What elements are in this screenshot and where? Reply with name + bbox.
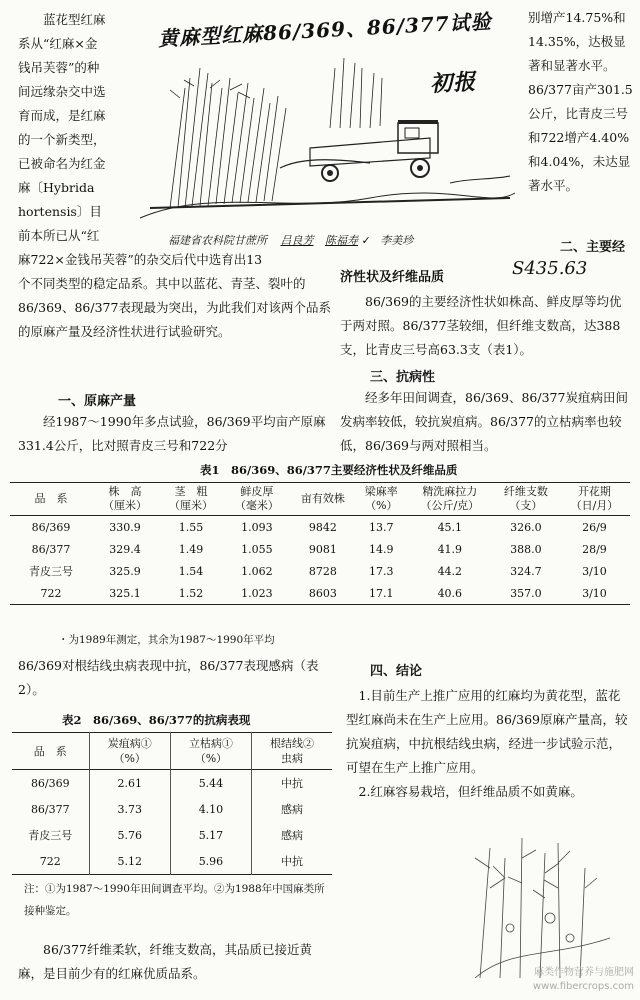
table-row: 722 325.1 1.52 1.023 8603 17.1 40.6 357.0 3/10	[10, 582, 630, 605]
hemp-plant-sketch-icon	[450, 828, 630, 978]
intro-line: 钱吊芙蓉”的种	[18, 60, 100, 75]
table-2-header: 炭疽病① （%）	[89, 733, 170, 770]
table-2-header-row	[12, 733, 332, 770]
intro-line: 的一个新类型，	[18, 132, 106, 147]
intro-line: 前本所已从“红	[18, 228, 100, 243]
table-row: 86/377 3.73 4.10 感病	[12, 796, 332, 822]
section-3-heading: 三、抗病性	[370, 370, 436, 385]
table-row: 722 5.12 5.96 中抗	[12, 848, 332, 875]
section-2-text: 86/369的主要经济性状如株高、鲜皮厚等均优于两对照。86/377茎较细，但纤维支数高，达388支，比青皮三号高63.3支（表1）。	[340, 294, 622, 357]
article-title-line2: 初报	[429, 68, 477, 98]
intro-line: hortensis〕目	[18, 204, 102, 219]
table-row: 86/369 330.9 1.55 1.093 9842 13.7 45.1 326.0 26/9	[31, 520, 607, 534]
mid-left-text: 86/369对根结线虫病表现中抗，86/377表现感病（表2）。	[18, 658, 319, 697]
intro-line: 系从“红麻×金	[18, 36, 98, 51]
intro-line: 间远缘杂交中选	[18, 84, 106, 99]
right-top-text: 别增产14.75%和14.35%，达极显著和显著水平。86/377亩产301.5公斤，比青皮三号和722增产4.40%和4.04%，未达显著水平。	[528, 10, 633, 193]
intro-line: 蓝花型红麻	[43, 12, 106, 27]
table-2-header: 根结线② 虫病	[252, 733, 332, 770]
table-2-caption: 表2 86/369、86/377的抗病表现	[62, 713, 251, 727]
table-1-header: 梁麻率 （%）	[364, 485, 398, 512]
table-1-header: 品 系	[34, 492, 68, 505]
intro-line-wide: 麻722×金钱吊芙蓉”的杂交后代中选育出13	[18, 252, 263, 267]
table-1-header: 开花期 （日/月）	[570, 485, 619, 512]
section-2-heading-cont: 济性状及纤维品质	[340, 270, 445, 285]
section-2-heading: 二、主要经	[560, 240, 626, 255]
table-1-header: 茎 粗 （厘米）	[168, 485, 213, 512]
table-1-header-row	[10, 483, 630, 516]
table-1-header: 株 高 （厘米）	[102, 485, 147, 512]
section-1-text: 经1987～1990年多点试验，86/369平均亩产原麻331.4公斤，比对照青皮三号和722分	[18, 414, 326, 453]
intro-paragraph-tail: 个不同类型的稳定品系。其中以蓝花、青茎、裂叶的86/369、86/377表现最为突出，为此我们对该两个品系的原麻产量及经济性状进行试验研究。	[18, 276, 331, 339]
table-1-header: 纤维支数 （支）	[503, 485, 548, 512]
authors: 福建省农科院甘蔗所 吕良芳 陈福寿 ✓ 李美珍	[168, 234, 414, 247]
table-2-note: 注：①为1987～1990年田间调查平均。②为1988年中国麻类所接种鉴定。	[24, 883, 325, 917]
conclusion-item-2: 2.红麻容易栽培，但纤维品质不如黄麻。	[358, 784, 583, 799]
table-row: 青皮三号 325.9 1.54 1.062 8728 17.3 44.2 324.7 3/10	[29, 564, 607, 578]
table-1-note: ・为1989年测定，其余为1987～1990年平均	[58, 634, 275, 646]
bottom-left-text: 86/377纤维柔软，纤维支数高，其品质已接近黄麻，是目前少有的红麻优质品系。	[18, 942, 312, 981]
intro-line: 育而成，是红麻	[18, 108, 106, 123]
plant-sketch	[450, 828, 630, 978]
intro-line: 麻〔Hybrida	[18, 180, 95, 195]
site-watermark: 麻类作物营养与施肥网 www.fibercrops.com	[532, 967, 634, 992]
intro-line: 已被命名为红金	[18, 156, 106, 171]
handwritten-code: S435.63	[512, 258, 588, 279]
table-row: 86/369 2.61 5.44 中抗	[12, 770, 332, 797]
section-1-heading: 一、原麻产量	[58, 394, 137, 409]
check-mark-icon: ✓	[361, 234, 371, 247]
section-4-heading: 四、结论	[370, 664, 423, 679]
table-1	[10, 482, 630, 605]
table-row: 青皮三号 5.76 5.17 感病	[12, 822, 332, 848]
table-1-header: 精洗麻拉力 （公斤/克）	[420, 485, 480, 512]
article-title: 黄麻型红麻86/369、86/377试验	[157, 9, 493, 51]
table-2-header: 品 系	[33, 744, 67, 758]
table-2-header: 立枯病① （%）	[170, 733, 251, 770]
table-2	[12, 732, 332, 875]
conclusion-item-1: 1.目前生产上推广应用的红麻均为黄花型，蓝花型红麻尚未在生产上应用。86/369原麻产量高，较抗炭疽病，中抗根结线虫病，经进一步试验示范，可望在生产上推广应用。	[346, 688, 628, 775]
table-1-header: 亩有效株	[300, 492, 345, 505]
table-row: 86/377 329.4 1.49 1.055 9081 14.9 41.9 388.0 28/9	[31, 542, 607, 556]
section-3-text: 经多年田间调查，86/369、86/377炭疽病田间发病率较低，较抗炭疽病。86/377的立枯病率也较低，86/369与两对照相当。	[340, 390, 628, 453]
table-1-header: 鲜皮厚 （毫米）	[234, 485, 279, 512]
table-1-caption: 表1 86/369、86/377主要经济性状及纤维品质	[200, 463, 458, 477]
